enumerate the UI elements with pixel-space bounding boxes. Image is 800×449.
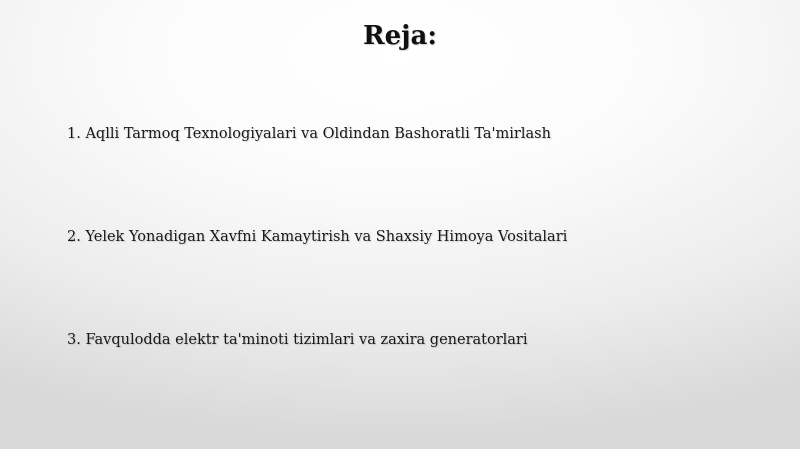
plan-item-1: 1. Aqlli Tarmoq Texnologiyalari va Oldindan Bashoratli Ta'mirlash <box>67 126 551 142</box>
plan-item-3: 3. Favqulodda elektr ta'minoti tizimlari va zaxira generatorlari <box>67 332 528 348</box>
slide-title: Reja: <box>362 21 437 51</box>
plan-item-2: 2. Yelek Yonadigan Xavfni Kamaytirish va Shaxsiy Himoya Vositalari <box>67 229 568 245</box>
